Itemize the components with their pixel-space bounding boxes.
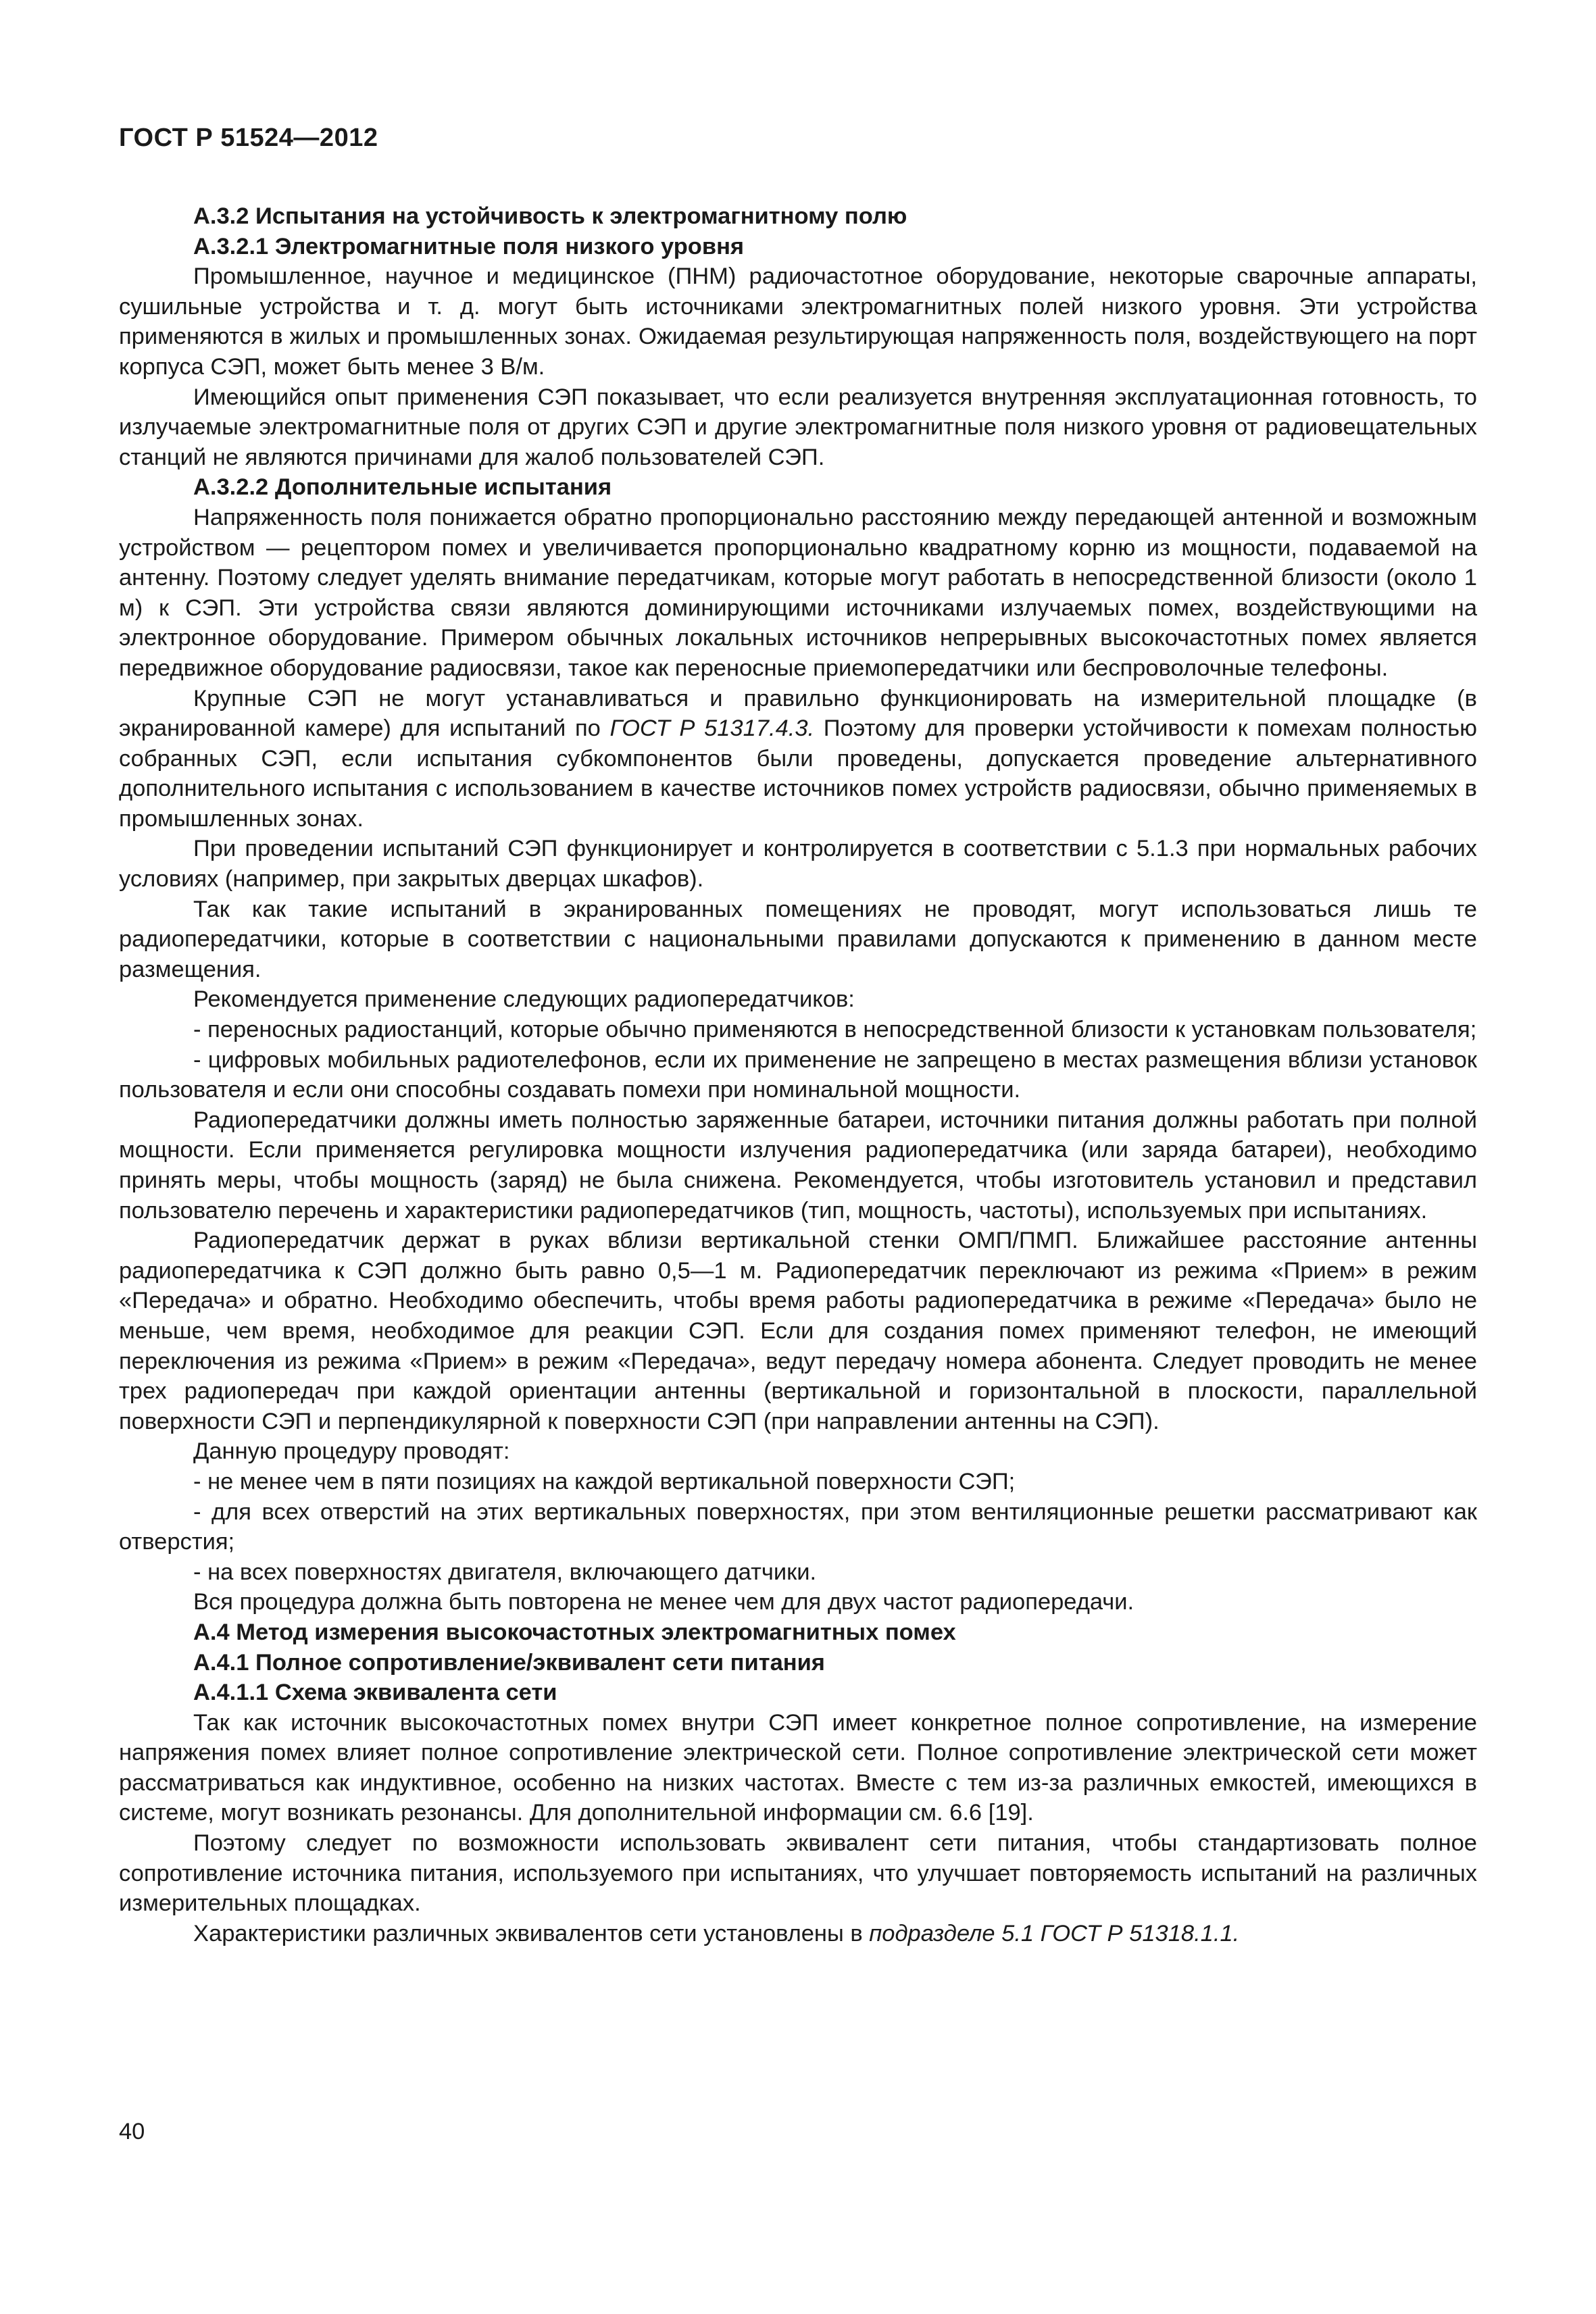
list-item: - цифровых мобильных радиотелефонов, если их применение не запрещено в местах размещения вблизи установок пользователя и если они способны создавать помехи при номинальной мощности. (119, 1047, 1477, 1103)
paragraph (119, 684, 1477, 834)
list-item: - на всех поверхностях двигателя, включающего датчики. (193, 1559, 817, 1585)
section-heading: А.4 Метод измерения высокочастотных электромагнитных помех (193, 1619, 956, 1645)
section-heading: А.4.1 Полное сопротивление/эквивалент сети питания (193, 1649, 825, 1676)
paragraph (119, 1919, 1477, 1949)
list-item: - переносных радиостанций, которые обычно применяются в непосредственной близости к установкам пользователя; (193, 1017, 1477, 1043)
paragraph: Радиопередатчики должны иметь полностью заряженные батареи, источники питания должны работать при полной мощности. Если применяется регулировка мощности излучения радиопередатчика (или заряда батареи), необходимо принять меры, чтобы мощность (заряд) не была снижена. Рекомендуется, чтобы изготовитель установил и представил пользователю перечень и характеристики радиопередатчиков (тип, мощность, частоты), используемых при испытаниях. (119, 1107, 1477, 1224)
paragraph-text: Крупные СЭП не могут устанавливаться и правильно функционировать на измерительной площадке (в экранированной камере) для испытаний по (119, 685, 1477, 742)
document-header: ГОСТ Р 51524—2012 (119, 124, 378, 152)
section-heading: А.3.2 Испытания на устойчивость к электромагнитному полю (193, 203, 907, 229)
paragraph: Рекомендуется применение следующих радиопередатчиков: (193, 986, 855, 1013)
paragraph: Поэтому следует по возможности использовать эквивалент сети питания, чтобы стандартизовать полное сопротивление источника питания, используемого при испытаниях, что улучшает повторяемость испытаний на различных измерительных площадках. (119, 1830, 1477, 1917)
standard-reference: ГОСТ Р 51317.4.3. (609, 715, 815, 742)
section-heading: А.4.1.1 Схема эквивалента сети (193, 1680, 557, 1706)
section-heading: А.3.2.1 Электромагнитные поля низкого уровня (193, 233, 745, 259)
paragraph: Промышленное, научное и медицинское (ПНМ) радиочастотное оборудование, некоторые сварочные аппараты, сушильные устройства и т. д. могут быть источниками электромагнитных полей низкого уровня. Эти устройства применяются в жилых и промышленных зонах. Ожидаемая результирующая напряженность поля, воздействующего на порт корпуса СЭП, может быть менее 3 В/м. (119, 263, 1477, 380)
standard-reference: подразделе 5.1 ГОСТ Р 51318.1.1. (869, 1920, 1240, 1946)
paragraph: Радиопередатчик держат в руках вблизи вертикальной стенки ОМП/ПМП. Ближайшее расстояние антенны радиопередатчика к СЭП должно быть равно 0,5—1 м. Радиопередатчик переключают из режима «Прием» в режим «Передача» и обратно. Необходимо обеспечить, чтобы время работы радиопередатчика в режиме «Передача» было не меньше, чем время, необходимое для реакции СЭП. Если для создания помех применяют телефон, не имеющий переключения из режима «Прием» в режим «Передача», ведут передачу номера абонента. Следует проводить не менее трех радиопередач при каждой ориентации антенны (вертикальной и горизонтальной в плоскости, параллельной поверхности СЭП и перпендикулярной к поверхности СЭП (при направлении антенны на СЭП). (119, 1228, 1477, 1434)
list-item: - для всех отверстий на этих вертикальных поверхностях, при этом вентиляционные решетки рассматривают как отверстия; (119, 1499, 1477, 1555)
list-item: - не менее чем в пяти позициях на каждой вертикальной поверхности СЭП; (193, 1468, 1016, 1494)
paragraph-text: Поэтому для проверки устойчивости к помехам полностью собранных СЭП, если испытания субкомпонентов были проведены, допускается проведение альтернативного дополнительного испытания с использованием в качестве источников помех устройств радиосвязи, обычно применяемых в промышленных зонах. (119, 715, 1477, 832)
paragraph: Напряженность поля понижается обратно пропорционально расстоянию между передающей антенной и возможным устройством — рецептором помех и увеличивается пропорционально квадратному корню из мощности, подаваемой на антенну. Поэтому следует уделять внимание передатчикам, которые могут работать в непосредственной близости (около 1 м) к СЭП. Эти устройства связи являются доминирующими источниками излучаемых помех, воздействующими на электронное оборудование. Примером обычных локальных источников непрерывных высокочастотных помех является передвижное оборудование радиосвязи, такое как переносные приемопередатчики или беспроволочные телефоны. (119, 504, 1477, 681)
paragraph: Так как такие испытаний в экранированных помещениях не проводят, могут использоваться лишь те радиопередатчики, которые в соответствии с национальными правилами допускаются к применению в данном месте размещения. (119, 896, 1477, 982)
paragraph: Имеющийся опыт применения СЭП показывает, что если реализуется внутренняя эксплуатационная готовность, то излучаемые электромагнитные поля от других СЭП и другие электромагнитные поля низкого уровня от радиовещательных станций не являются причинами для жалоб пользователей СЭП. (119, 384, 1477, 470)
document-body (119, 201, 1477, 1948)
paragraph: Вся процедура должна быть повторена не менее чем для двух частот радиопередачи. (193, 1589, 1134, 1615)
page-number: 40 (119, 2119, 145, 2144)
paragraph: Так как источник высокочастотных помех внутри СЭП имеет конкретное полное сопротивление, на измерение напряжения помех влияет полное сопротивление электрической сети. Полное сопротивление электрической сети может рассматриваться как индуктивное, особенно на низких частотах. Вместе с тем из-за различных емкостей, имеющихся в системе, могут возникать резонансы. Для дополнительной информации см. 6.6 [19]. (119, 1709, 1477, 1826)
paragraph: Данную процедуру проводят: (193, 1438, 510, 1465)
paragraph: При проведении испытаний СЭП функционирует и контролируется в соответствии с 5.1.3 при нормальных рабочих условиях (например, при закрытых дверцах шкафов). (119, 836, 1477, 892)
paragraph-text: Характеристики различных эквивалентов сети установлены в (193, 1920, 870, 1946)
section-heading: А.3.2.2 Дополнительные испытания (193, 474, 612, 501)
